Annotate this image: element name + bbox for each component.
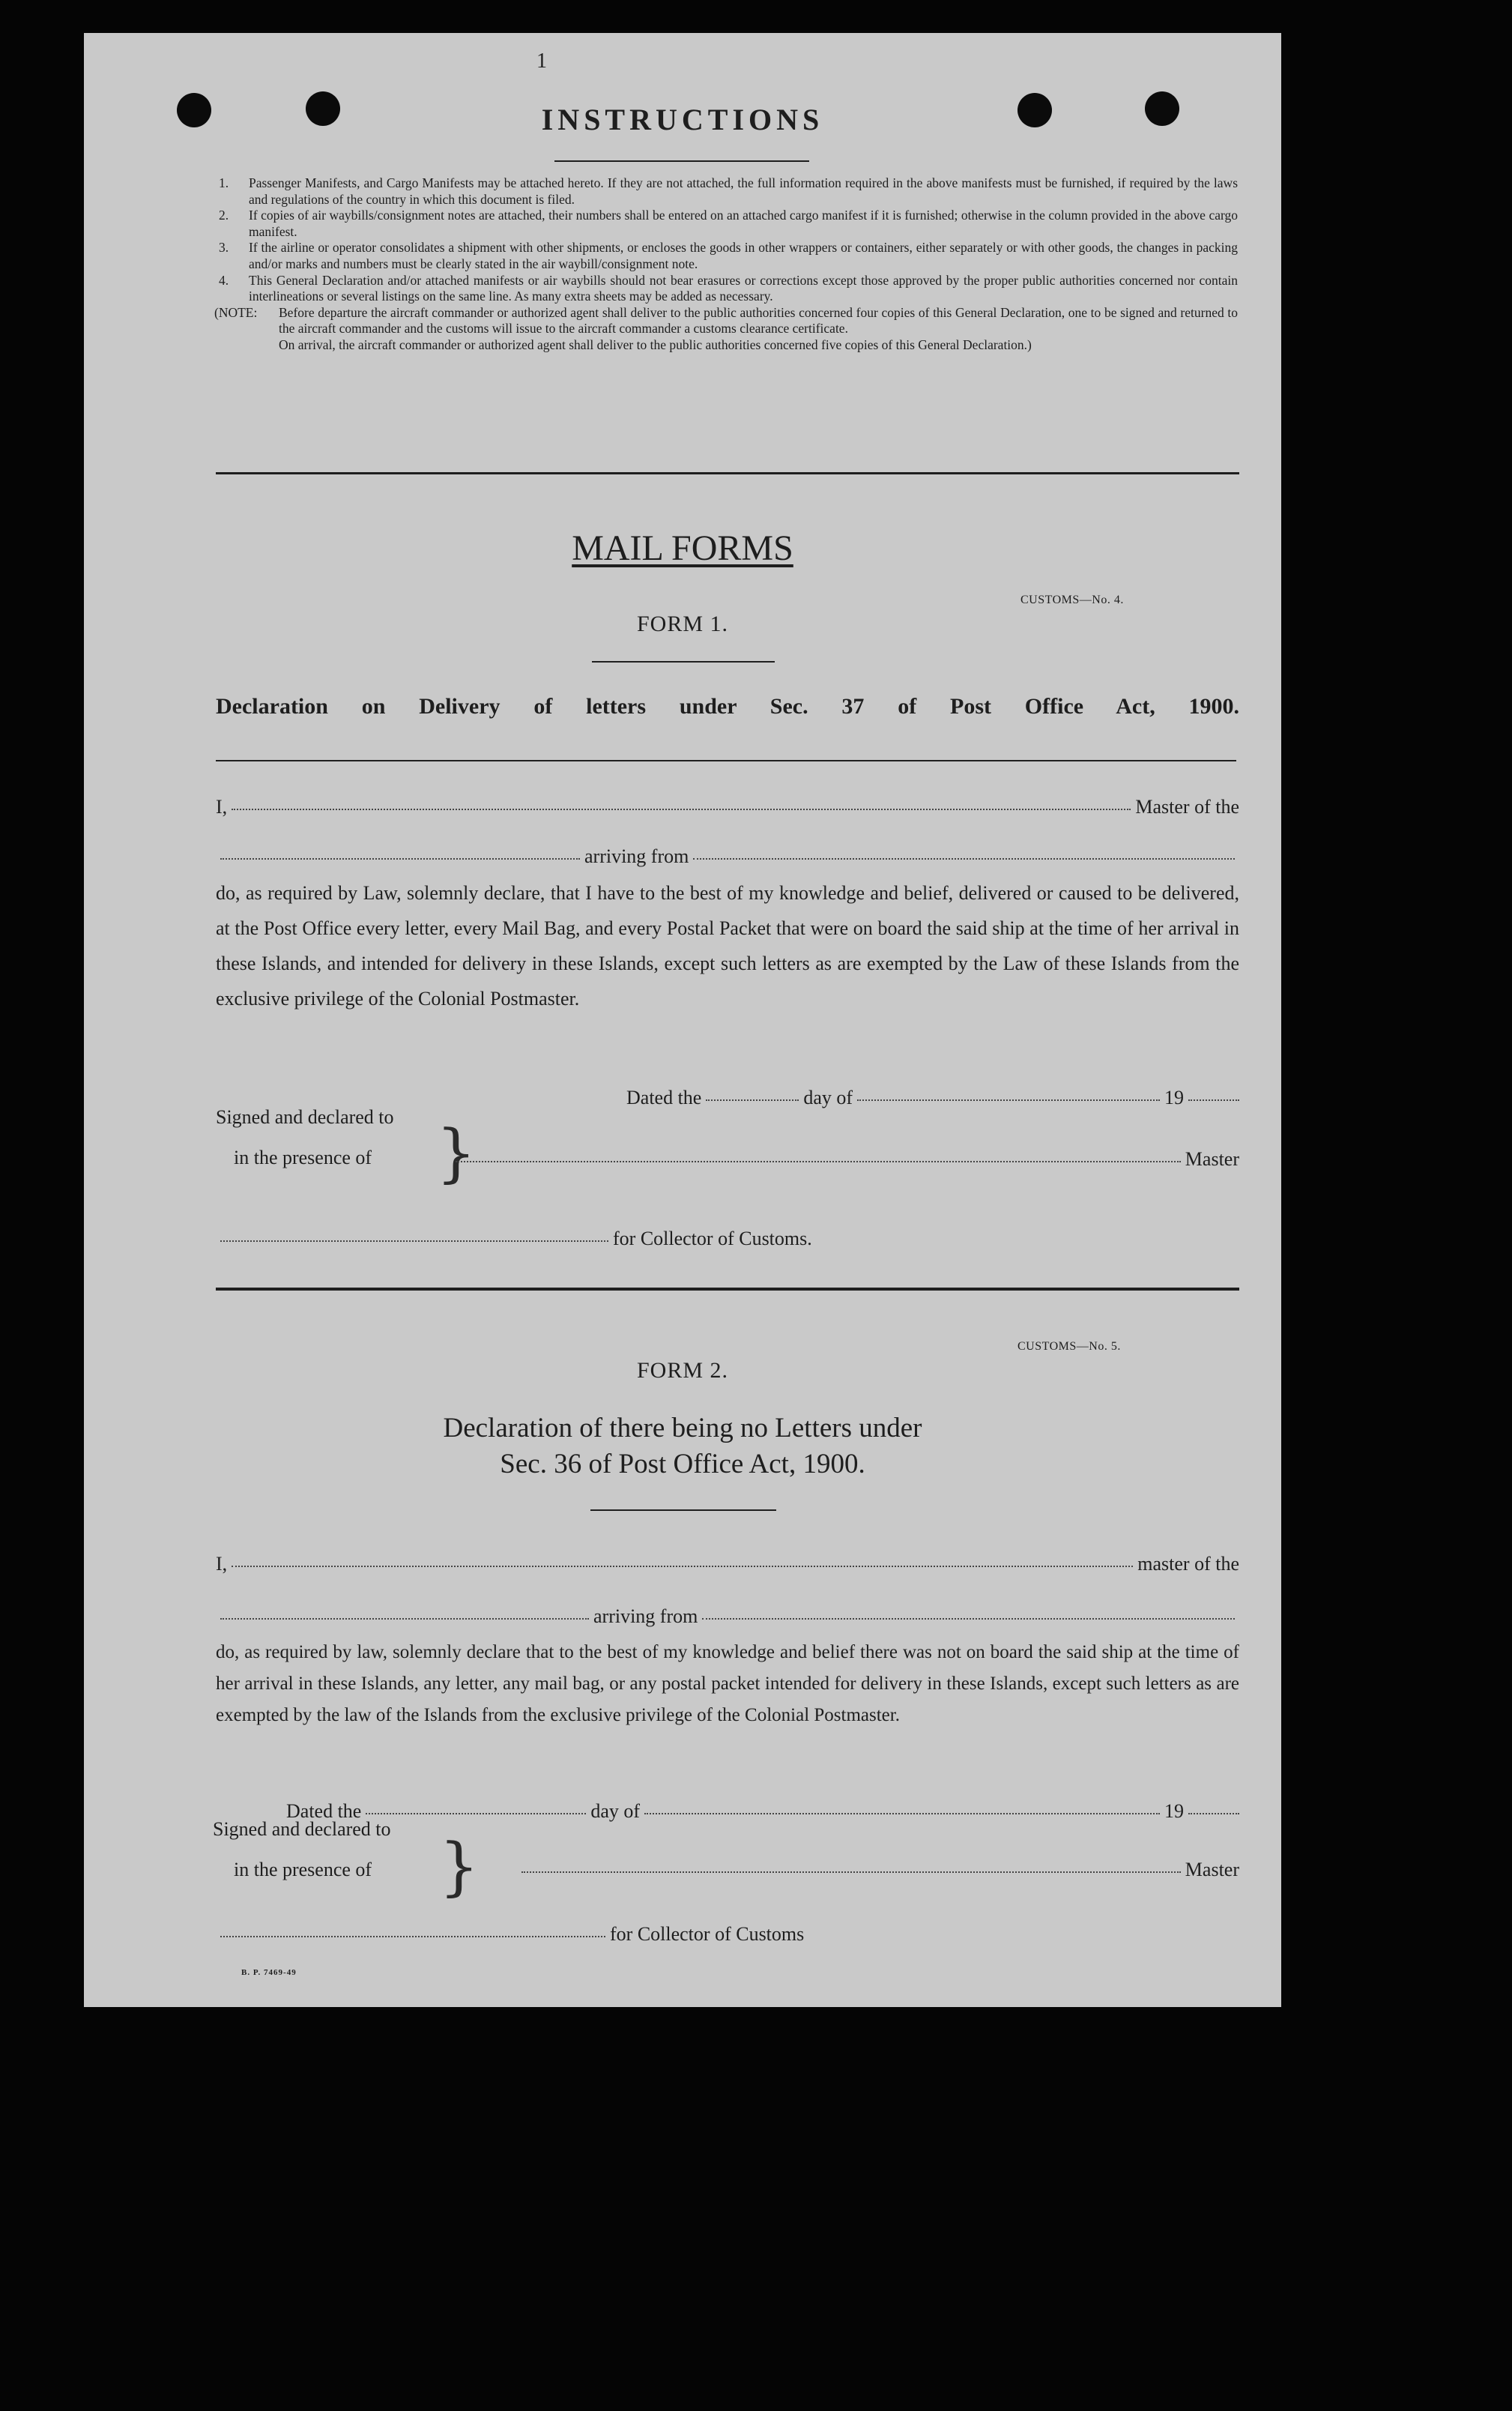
instructions-note: (NOTE: Before departure the aircraft commander or authorized agent shall deliver to the public authorities concerned four copies of this General Declaration, one to be signed and returned to the aircraft commander and the customs will issue to the aircraft commander a customs clearance certificate. On arrival, the aircraft commander or authorized agent shall deliver to the public authorities concerned five copies of this General Declaration.): [214, 304, 1238, 352]
form2-date-day-field[interactable]: [366, 1813, 586, 1814]
form2-dated-line: Dated the day of 19: [286, 1800, 1239, 1823]
instruction-item: 2. If copies of air waybills/consignment notes are attached, their numbers shall be entered on an attached cargo manifest if it is furnished; otherwise in the column provided in the above cargo manifest.: [219, 208, 1238, 239]
instructions-title: INSTRUCTIONS: [541, 103, 824, 136]
instruction-item: 1. Passenger Manifests, and Cargo Manifests may be attached hereto. If they are not attached, the full information required in the above manifests must be furnished, if required by the laws and regulations of the country in which this document is filed.: [219, 175, 1238, 207]
form1-master-line: I, Master of the: [216, 796, 1239, 818]
mail-forms-title: MAIL FORMS: [572, 528, 793, 568]
form2-body: do, as required by law, solemnly declare that to the best of my knowledge and belief there was not on board the said ship at the time of her arrival in these Islands, any letter, any mail bag, or any postal packet intended for delivery in these Islands, except such letters as are exempted by the law of the Islands from the exclusive privilege of the Colonial Postmaster.: [216, 1642, 1239, 1725]
form2-date-month-field[interactable]: [644, 1813, 1160, 1814]
form1-label-rule: [592, 661, 775, 663]
instruction-item: 3. If the airline or operator consolidates a shipment with other shipments, or encloses the goods in other wrappers or containers, either separately or with other goods, the changes in packing and/or marks and numbers must be clearly stated in the air waybill/consignment note.: [219, 240, 1238, 271]
form2-heading-rule: [590, 1509, 776, 1511]
form2-arriving-line: arriving from: [216, 1605, 1239, 1628]
instructions-title-rule: [554, 160, 809, 162]
form-print-code: B. P. 7469-49: [241, 1968, 297, 1977]
form-divider: [216, 1288, 1239, 1291]
form2-signed-label: Signed and declared to in the presence of: [213, 1818, 391, 1880]
form2-collector-line: for Collector of Customs: [216, 1923, 905, 1946]
form1-label: FORM 1.: [636, 612, 729, 636]
form1-customs-number: CUSTOMS—No. 4.: [1020, 594, 1124, 606]
form1-master-signature-line: Master: [451, 1148, 1239, 1171]
form1-collector-signature-field[interactable]: [220, 1240, 608, 1242]
form2-collector-signature-field[interactable]: [220, 1936, 605, 1937]
form2-label: FORM 2.: [636, 1358, 729, 1383]
form1-arriving-line: arriving from: [216, 845, 1239, 868]
form1-date-year-field[interactable]: [1188, 1099, 1239, 1101]
form2-master-name-field[interactable]: [232, 1566, 1133, 1567]
form1-heading: Declaration on Delivery of letters under Sec. 37 of Post Office Act, 1900.: [216, 694, 1239, 719]
top-mark: 1: [536, 49, 547, 73]
form2-master-signature-field[interactable]: [521, 1871, 1181, 1873]
instructions-list: [214, 175, 1238, 354]
form2-ship-name-field[interactable]: [220, 1618, 589, 1620]
form1-date-day-field[interactable]: [706, 1099, 799, 1101]
form2-date-year-field[interactable]: [1188, 1813, 1239, 1814]
form2-brace: }: [439, 1829, 480, 1903]
form1-dated-line: Dated the day of 19: [626, 1087, 1239, 1109]
form1-signed-label: Signed and declared to in the presence of: [216, 1106, 394, 1168]
section-divider: [216, 472, 1239, 474]
form2-customs-number: CUSTOMS—No. 5.: [1017, 1340, 1121, 1353]
form1-arriving-from-field[interactable]: [693, 858, 1235, 860]
form1-heading-rule: [216, 760, 1236, 761]
form2-arriving-from-field[interactable]: [702, 1618, 1235, 1620]
document-page: [84, 33, 1281, 2007]
form1-master-signature-field[interactable]: [456, 1161, 1181, 1162]
form2-master-signature-line: Master: [517, 1859, 1239, 1881]
form1-master-name-field[interactable]: [232, 809, 1131, 810]
form2-heading: Declaration of there being no Letters under Sec. 36 of Post Office Act, 1900.: [443, 1413, 922, 1479]
form1-collector-line: for Collector of Customs.: [216, 1228, 890, 1250]
instruction-item: 4. This General Declaration and/or attached manifests or air waybills should not bear erasures or corrections except those approved by the proper public authorities concerned nor contain interlineations or several listings on the same line. As many extra sheets may be added as necessary.: [219, 272, 1238, 304]
form1-ship-name-field[interactable]: [220, 858, 580, 860]
form2-master-line: I, master of the: [216, 1553, 1239, 1575]
form1-body: do, as required by Law, solemnly declare, that I have to the best of my knowledge and belief, delivered or caused to be delivered, at the Post Office every letter, every Mail Bag, and every Postal Packet that were on board the said ship at the time of her arrival in these Islands, and intended for delivery in these Islands, except such letters as are exempted by the Law of these Islands from the exclusive privilege of the Colonial Postmaster.: [216, 882, 1239, 1010]
form1-date-month-field[interactable]: [857, 1099, 1160, 1101]
form1-brace: }: [436, 1116, 477, 1189]
